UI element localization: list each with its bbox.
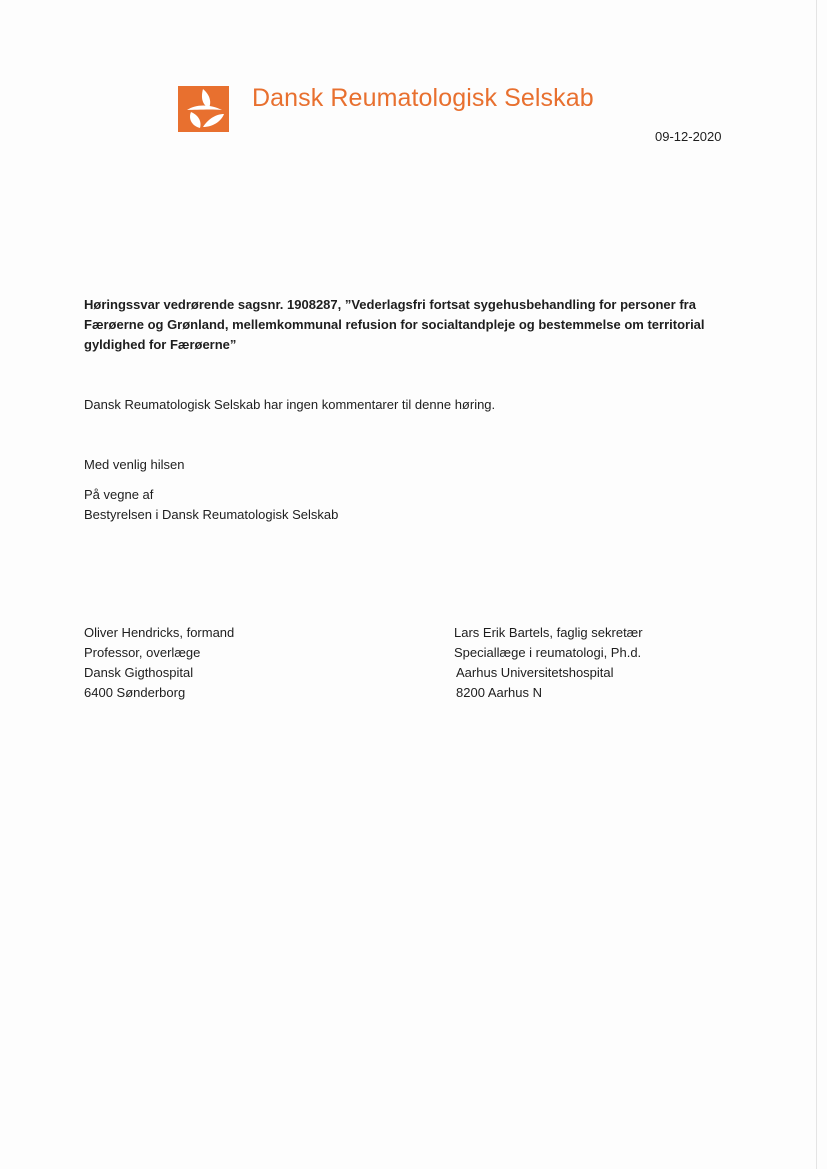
signer-address: 6400 Sønderborg <box>84 685 186 700</box>
letter-subject: Høringssvar vedrørende sagsnr. 1908287, ”Vederlagsfri fortsat sygehusbehandling for personer fra Færøerne og Grønland, mellemkommunal refusion for socialtandpleje og bestemmelse om territorial gyldighed for Færøerne” <box>84 297 705 352</box>
signer-title: Professor, overlæge <box>84 645 201 660</box>
signature-left <box>84 623 234 703</box>
letter-date: 09-12-2020 <box>655 129 722 144</box>
closing-text: Med venlig hilsen <box>84 457 185 472</box>
signature-right <box>454 623 643 703</box>
organization-name: Dansk Reumatologisk Selskab <box>252 84 594 112</box>
statement-text: Dansk Reumatologisk Selskab har ingen kommentarer til denne høring. <box>84 397 496 412</box>
society-logo-icon <box>178 86 229 132</box>
signer-address: 8200 Aarhus N <box>456 685 543 700</box>
signer-institution: Aarhus Universitetshospital <box>456 665 614 680</box>
on-behalf-text: På vegne af <box>84 487 154 502</box>
signer-name: Oliver Hendricks, formand <box>84 625 235 640</box>
signer-institution: Dansk Gigthospital <box>84 665 194 680</box>
board-text: Bestyrelsen i Dansk Reumatologisk Selskab <box>84 507 339 522</box>
signer-name: Lars Erik Bartels, faglig sekretær <box>454 625 643 640</box>
signer-title: Speciallæge i reumatologi, Ph.d. <box>454 645 642 660</box>
page-edge <box>816 0 817 1169</box>
